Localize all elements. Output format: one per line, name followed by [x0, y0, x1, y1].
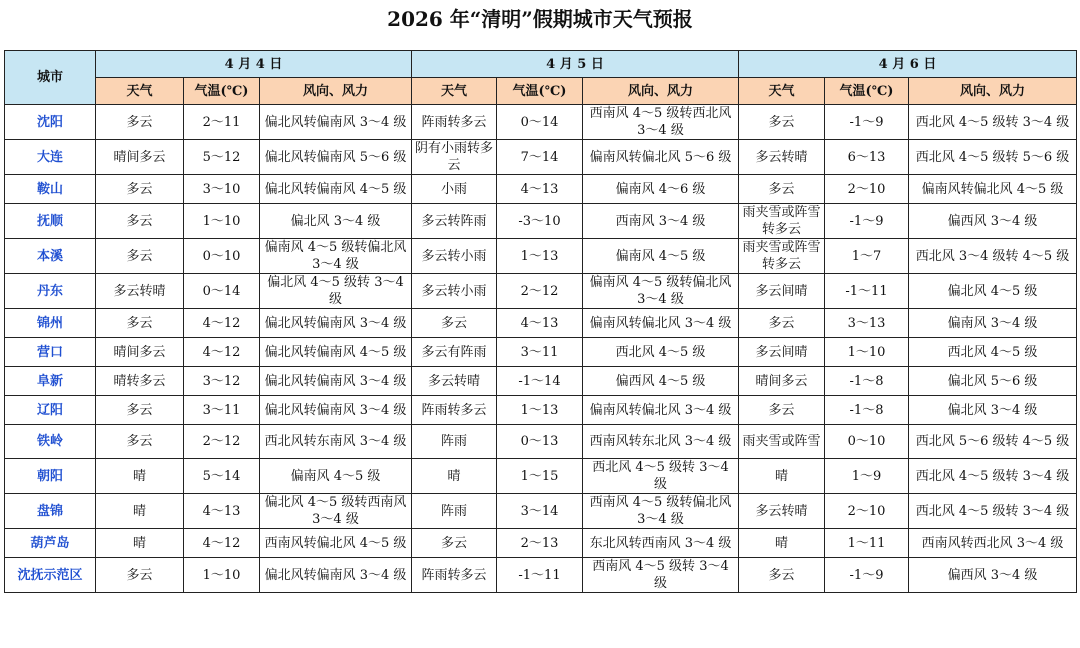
temperature-cell: 4～13 — [497, 175, 583, 204]
wind-column-header: 风向、风力 — [260, 78, 412, 105]
weather-forecast-table — [4, 50, 1077, 593]
wind-cell: 偏北风转偏南风 3～4 级 — [260, 105, 412, 140]
wind-cell: 东北风转西南风 3～4 级 — [583, 529, 739, 558]
weather-cell: 多云 — [412, 309, 497, 338]
temperature-column-header: 气温(℃) — [497, 78, 583, 105]
city-name: 沈抚示范区 — [5, 558, 96, 593]
weather-column-header: 天气 — [412, 78, 497, 105]
table-row — [5, 175, 1077, 204]
weather-cell: 多云 — [739, 558, 825, 593]
wind-cell: 偏北风转偏南风 5～6 级 — [260, 140, 412, 175]
temperature-cell: 1～15 — [497, 459, 583, 494]
wind-cell: 偏南风 3～4 级 — [909, 309, 1077, 338]
city-name: 营口 — [5, 338, 96, 367]
weather-cell: 雨夹雪或阵雪 — [739, 425, 825, 459]
temperature-cell: 5～14 — [184, 459, 260, 494]
date-header-2: 4 月 5 日 — [412, 51, 739, 78]
wind-cell: 偏北风转偏南风 4～5 级 — [260, 175, 412, 204]
weather-cell: 多云 — [739, 175, 825, 204]
temperature-cell: -1～14 — [497, 367, 583, 396]
wind-cell: 西北风 3～4 级转 4～5 级 — [909, 239, 1077, 274]
table-row — [5, 529, 1077, 558]
temperature-cell: 2～13 — [497, 529, 583, 558]
city-name: 阜新 — [5, 367, 96, 396]
temperature-cell: 3～12 — [184, 367, 260, 396]
weather-cell: 多云 — [96, 175, 184, 204]
wind-cell: 偏南风 4～5 级 — [260, 459, 412, 494]
city-name: 葫芦岛 — [5, 529, 96, 558]
temperature-cell: 1～7 — [825, 239, 909, 274]
city-name: 鞍山 — [5, 175, 96, 204]
temperature-cell: 4～13 — [184, 494, 260, 529]
weather-cell: 阵雨转多云 — [412, 558, 497, 593]
temperature-cell: -1～11 — [825, 274, 909, 309]
table-row — [5, 396, 1077, 425]
temperature-cell: 1～11 — [825, 529, 909, 558]
temperature-cell: -1～8 — [825, 367, 909, 396]
temperature-column-header: 气温(℃) — [184, 78, 260, 105]
temperature-cell: 0～14 — [184, 274, 260, 309]
table-row — [5, 239, 1077, 274]
temperature-cell: 3～10 — [184, 175, 260, 204]
city-name: 大连 — [5, 140, 96, 175]
weather-cell: 多云转阵雨 — [412, 204, 497, 239]
temperature-cell: 2～11 — [184, 105, 260, 140]
temperature-cell: 0～10 — [825, 425, 909, 459]
table-row — [5, 204, 1077, 239]
weather-cell: 多云有阵雨 — [412, 338, 497, 367]
city-name: 本溪 — [5, 239, 96, 274]
temperature-cell: 7～14 — [497, 140, 583, 175]
wind-cell: 西北风 4～5 级转 5～6 级 — [909, 140, 1077, 175]
table-row — [5, 367, 1077, 396]
weather-cell: 多云间晴 — [739, 338, 825, 367]
wind-column-header: 风向、风力 — [583, 78, 739, 105]
weather-cell: 阵雨转多云 — [412, 396, 497, 425]
weather-cell: 多云 — [96, 309, 184, 338]
temperature-cell: 0～14 — [497, 105, 583, 140]
weather-cell: 多云转小雨 — [412, 274, 497, 309]
weather-cell: 多云 — [96, 239, 184, 274]
wind-cell: 偏北风 3～4 级 — [260, 204, 412, 239]
weather-cell: 多云 — [96, 396, 184, 425]
wind-cell: 偏南风转偏北风 3～4 级 — [583, 309, 739, 338]
temperature-cell: 2～12 — [497, 274, 583, 309]
wind-cell: 偏北风 4～5 级 — [909, 274, 1077, 309]
wind-cell: 偏北风转偏南风 3～4 级 — [260, 309, 412, 338]
weather-cell: 多云 — [96, 425, 184, 459]
temperature-cell: 3～14 — [497, 494, 583, 529]
temperature-cell: 4～12 — [184, 338, 260, 367]
wind-cell: 偏北风转偏南风 3～4 级 — [260, 558, 412, 593]
city-name: 丹东 — [5, 274, 96, 309]
weather-cell: 多云 — [96, 105, 184, 140]
weather-cell: 晴 — [96, 529, 184, 558]
wind-cell: 偏西风 3～4 级 — [909, 204, 1077, 239]
weather-cell: 晴 — [739, 529, 825, 558]
weather-cell: 多云 — [412, 529, 497, 558]
temperature-cell: 1～13 — [497, 396, 583, 425]
table-row — [5, 459, 1077, 494]
weather-column-header: 天气 — [739, 78, 825, 105]
temperature-cell: 2～10 — [825, 494, 909, 529]
table-row — [5, 309, 1077, 338]
weather-cell: 多云转晴 — [739, 494, 825, 529]
weather-cell: 多云 — [739, 309, 825, 338]
weather-cell: 晴间多云 — [96, 338, 184, 367]
weather-cell: 阵雨 — [412, 425, 497, 459]
temperature-cell: 5～12 — [184, 140, 260, 175]
temperature-cell: 3～13 — [825, 309, 909, 338]
weather-cell: 多云转小雨 — [412, 239, 497, 274]
wind-cell: 偏北风 4～5 级转 3～4 级 — [260, 274, 412, 309]
weather-cell: 阵雨 — [412, 494, 497, 529]
weather-cell: 晴间多云 — [739, 367, 825, 396]
wind-cell: 西北风 4～5 级转 3～4 级 — [909, 459, 1077, 494]
weather-cell: 多云间晴 — [739, 274, 825, 309]
temperature-cell: 3～11 — [184, 396, 260, 425]
temperature-cell: 1～10 — [825, 338, 909, 367]
temperature-cell: -1～8 — [825, 396, 909, 425]
weather-cell: 阴有小雨转多云 — [412, 140, 497, 175]
wind-cell: 西南风 3～4 级 — [583, 204, 739, 239]
temperature-cell: -3～10 — [497, 204, 583, 239]
table-row — [5, 105, 1077, 140]
temperature-column-header: 气温(℃) — [825, 78, 909, 105]
city-name: 铁岭 — [5, 425, 96, 459]
temperature-cell: 0～13 — [497, 425, 583, 459]
city-name: 抚顺 — [5, 204, 96, 239]
wind-cell: 西北风 4～5 级 — [909, 338, 1077, 367]
temperature-cell: -1～9 — [825, 558, 909, 593]
temperature-cell: -1～11 — [497, 558, 583, 593]
temperature-cell: -1～9 — [825, 105, 909, 140]
weather-cell: 雨夹雪或阵雪转多云 — [739, 204, 825, 239]
wind-cell: 偏北风转偏南风 4～5 级 — [260, 338, 412, 367]
wind-cell: 西南风 4～5 级转西北风 3～4 级 — [583, 105, 739, 140]
weather-cell: 小雨 — [412, 175, 497, 204]
wind-cell: 西北风 4～5 级转 3～4 级 — [909, 105, 1077, 140]
date-header-1: 4 月 4 日 — [96, 51, 412, 78]
wind-cell: 偏北风转偏南风 3～4 级 — [260, 396, 412, 425]
table-row — [5, 425, 1077, 459]
temperature-cell: 3～11 — [497, 338, 583, 367]
weather-cell: 雨夹雪或阵雪转多云 — [739, 239, 825, 274]
weather-cell: 晴 — [739, 459, 825, 494]
wind-cell: 偏西风 3～4 级 — [909, 558, 1077, 593]
wind-cell: 偏西风 4～5 级 — [583, 367, 739, 396]
wind-cell: 偏南风转偏北风 5～6 级 — [583, 140, 739, 175]
weather-cell: 多云转晴 — [412, 367, 497, 396]
wind-cell: 西北风 4～5 级转 3～4 级 — [583, 459, 739, 494]
temperature-cell: 1～10 — [184, 558, 260, 593]
temperature-cell: 2～12 — [184, 425, 260, 459]
weather-cell: 阵雨转多云 — [412, 105, 497, 140]
wind-cell: 西南风 4～5 级转 3～4 级 — [583, 558, 739, 593]
weather-cell: 晴转多云 — [96, 367, 184, 396]
temperature-cell: 6～13 — [825, 140, 909, 175]
wind-cell: 西南风 4～5 级转偏北风 3～4 级 — [583, 494, 739, 529]
wind-cell: 西北风 4～5 级转 3～4 级 — [909, 494, 1077, 529]
temperature-cell: 4～13 — [497, 309, 583, 338]
wind-cell: 西南风转偏北风 4～5 级 — [260, 529, 412, 558]
wind-cell: 西南风转东北风 3～4 级 — [583, 425, 739, 459]
weather-cell: 多云 — [739, 105, 825, 140]
table-row — [5, 338, 1077, 367]
city-name: 朝阳 — [5, 459, 96, 494]
weather-cell: 多云 — [739, 396, 825, 425]
wind-cell: 西北风 4～5 级 — [583, 338, 739, 367]
wind-cell: 偏南风转偏北风 3～4 级 — [583, 396, 739, 425]
temperature-cell: 1～13 — [497, 239, 583, 274]
wind-cell: 西南风转西北风 3～4 级 — [909, 529, 1077, 558]
table-body — [5, 105, 1077, 593]
page-title: 2026 年“清明”假期城市天气预报 — [387, 7, 693, 31]
temperature-cell: 4～12 — [184, 529, 260, 558]
temperature-cell: 2～10 — [825, 175, 909, 204]
date-header-3: 4 月 6 日 — [739, 51, 1077, 78]
temperature-cell: 4～12 — [184, 309, 260, 338]
wind-cell: 西北风转东南风 3～4 级 — [260, 425, 412, 459]
wind-cell: 偏南风 4～6 级 — [583, 175, 739, 204]
wind-cell: 偏北风 3～4 级 — [909, 396, 1077, 425]
table-row — [5, 494, 1077, 529]
weather-cell: 晴 — [96, 494, 184, 529]
table-row — [5, 140, 1077, 175]
city-name: 盘锦 — [5, 494, 96, 529]
city-name: 辽阳 — [5, 396, 96, 425]
city-column-header: 城市 — [5, 51, 96, 105]
wind-cell: 偏北风 5～6 级 — [909, 367, 1077, 396]
temperature-cell: 1～9 — [825, 459, 909, 494]
weather-cell: 晴 — [412, 459, 497, 494]
weather-cell: 多云 — [96, 204, 184, 239]
weather-cell: 多云转晴 — [739, 140, 825, 175]
wind-cell: 偏南风 4～5 级转偏北风 3～4 级 — [583, 274, 739, 309]
wind-column-header: 风向、风力 — [909, 78, 1077, 105]
wind-cell: 偏南风 4～5 级 — [583, 239, 739, 274]
wind-cell: 偏北风 4～5 级转西南风 3～4 级 — [260, 494, 412, 529]
wind-cell: 偏南风 4～5 级转偏北风 3～4 级 — [260, 239, 412, 274]
temperature-cell: -1～9 — [825, 204, 909, 239]
table-row — [5, 558, 1077, 593]
weather-cell: 晴间多云 — [96, 140, 184, 175]
weather-cell: 晴 — [96, 459, 184, 494]
city-name: 锦州 — [5, 309, 96, 338]
temperature-cell: 0～10 — [184, 239, 260, 274]
wind-cell: 偏南风转偏北风 4～5 级 — [909, 175, 1077, 204]
table-row — [5, 274, 1077, 309]
weather-column-header: 天气 — [96, 78, 184, 105]
city-name: 沈阳 — [5, 105, 96, 140]
wind-cell: 偏北风转偏南风 3～4 级 — [260, 367, 412, 396]
wind-cell: 西北风 5～6 级转 4～5 级 — [909, 425, 1077, 459]
temperature-cell: 1～10 — [184, 204, 260, 239]
weather-cell: 多云转晴 — [96, 274, 184, 309]
weather-cell: 多云 — [96, 558, 184, 593]
